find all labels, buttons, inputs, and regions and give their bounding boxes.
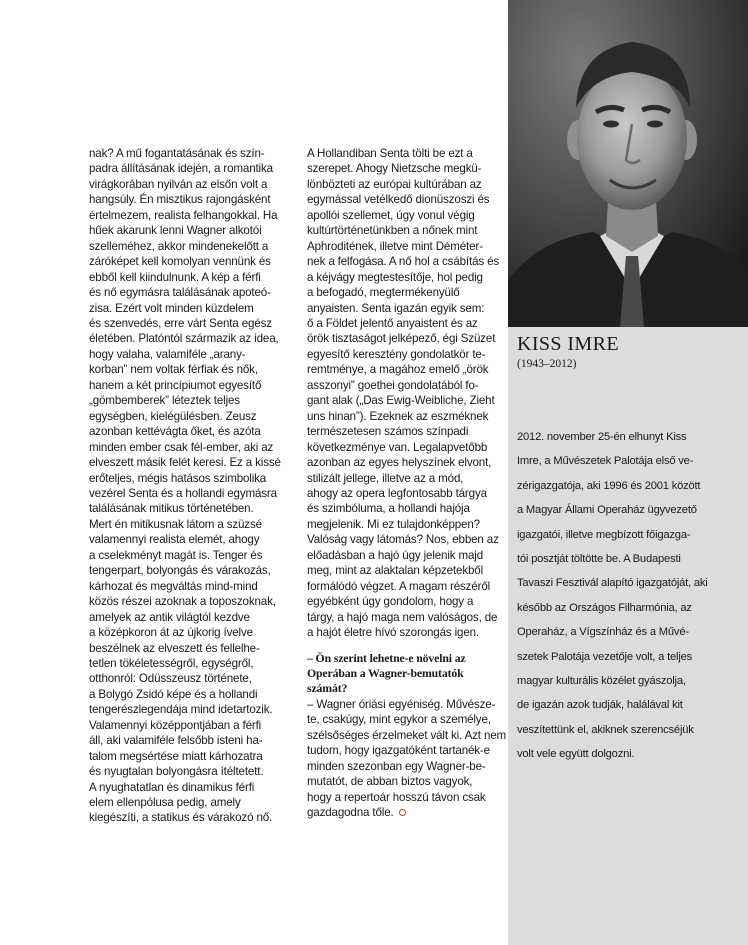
- obituary-line: 2012. november 25-én elhunyt Kiss: [517, 431, 687, 443]
- text-line: otthonról: Odüsszeusz története,: [89, 672, 252, 686]
- interview-question: [307, 651, 503, 697]
- text-line: a cselekményt magát is. Tenger és: [89, 548, 263, 562]
- obituary-line: Imre, a Művészetek Palotája első ve-: [517, 455, 694, 468]
- text-line: te, csakúgy, mint egykor a személye,: [307, 713, 491, 727]
- text-line: minden ember csak fél-ember, aki az: [89, 440, 274, 454]
- text-line: értelmezem, realista felhangokkal. Ha: [89, 208, 278, 222]
- text-line: és szimbóluma, a hollandi hajója: [307, 502, 470, 516]
- text-line: következménye van. Legalapvetőbb: [307, 440, 488, 454]
- text-line: nak? A mű fogantatásának és szín-: [89, 147, 265, 160]
- text-line: nek a felfogása. A nő hol a csábítás és: [307, 255, 500, 269]
- text-line: örök tisztaságot jelképező, égi Szüzet: [307, 332, 496, 346]
- text-line: vezérel Senta és a hollandi egymásra: [89, 486, 277, 500]
- text-line: elveszett másik felét keresi. Ez a kissé: [89, 456, 281, 470]
- text-line: gazdagodna tőle.: [307, 805, 503, 820]
- text-line: előadásban a hajó úgy jelenik majd: [307, 548, 484, 562]
- text-line: a befogadó, megtermékenyülő: [307, 286, 460, 300]
- portrait-photo: [508, 0, 748, 327]
- end-of-article-icon: [399, 809, 406, 816]
- question-line: – Ön szerint lehetne-e növelni az: [307, 650, 466, 665]
- text-line: erőteljes, mégis hatásos szimbolika: [89, 471, 267, 485]
- portrait-image: [508, 0, 748, 327]
- obituary-text: [517, 425, 743, 767]
- text-line: remtménye, a magához emelő „örök: [307, 363, 489, 377]
- text-line: beszélnek az elveszett és fellelhe-: [89, 641, 260, 655]
- text-line: egyébként úgy gondolom, hogy a: [307, 595, 474, 609]
- text-line: stilizált jellege, illetve az a mód,: [307, 471, 464, 485]
- text-line: kiegészíti, a statikus és várakozó nő.: [89, 811, 273, 825]
- text-line: hogy a repertoár hosszú távon csak: [307, 790, 486, 804]
- obituary-line: szetek Palotája vezetője volt, a teljes: [517, 650, 693, 663]
- text-line: lönbözteti az európai kultúrában az: [307, 177, 482, 191]
- text-line: megjelenik. Mi ez tulajdonképpen?: [307, 517, 480, 531]
- text-line: azonban kettévágta őket, és azóta: [89, 425, 261, 439]
- text-line: anyaisten. Senta igazán egyik sem:: [307, 301, 485, 315]
- text-line: tudom, hogy igazgatóként tartanék-e: [307, 744, 490, 758]
- question-line: számát?: [307, 681, 348, 696]
- text-line: meg, mint az alaktalan képzetekből: [307, 564, 483, 578]
- text-line: természetesen számos színpadi: [307, 425, 469, 439]
- text-line: szerepet. Ahogy Nietzsche megkü-: [307, 162, 482, 176]
- text-line: és szenvedés, erre várt Senta egész: [89, 316, 272, 330]
- text-line: zisa. Ezért volt minden küzdelem: [89, 301, 254, 315]
- text-line: kultúrtörténetünkben a nőnek mint: [307, 224, 478, 238]
- text-line: tengerészlegendája mind idetartozik.: [89, 703, 273, 717]
- text-line: amelyek az antik világtól kezdve: [89, 610, 250, 624]
- text-line: ebből kell kiindulnunk. A kép a férfi: [89, 270, 261, 284]
- life-dates: (1943–2012): [517, 358, 577, 370]
- text-line: A nyughatatlan és dinamikus férfi: [89, 780, 255, 794]
- text-line: valamennyi realista elemét, ahogy: [89, 533, 260, 547]
- text-line: Aphroditének, illetve mint Déméter-: [307, 239, 483, 253]
- text-line: elem ellenpólusa pedig, amely: [89, 796, 241, 810]
- text-line: korban” nem voltak férfiak és nők,: [89, 363, 258, 377]
- text-line: talom megsértése miatt kárhozatra: [89, 749, 263, 763]
- text-line: áll, aki valamiféle felsőbb isteni ha-: [89, 734, 263, 748]
- text-line: formálódó végzet. A magam részéről: [307, 579, 491, 593]
- text-line: a Bolygó Zsidó képe és a hollandi: [89, 687, 258, 701]
- text-line: egységben, kielégülésben. Zeusz: [89, 409, 257, 423]
- text-line: minden szezonban egy Wagner-be-: [307, 759, 486, 773]
- person-name: KISS IMRE: [517, 333, 619, 355]
- text-line: tárgy, a hajó maga nem valóságos, de: [307, 610, 498, 624]
- obituary-line: Tavaszi Fesztivál alapító igazgatóját, aki: [517, 577, 708, 590]
- text-line: Valamennyi középpontjában a férfi: [89, 718, 262, 732]
- text-line: közös részei azoknak a toposzoknak,: [89, 595, 276, 609]
- text-line: hogy valaha, valamiféle „arany-: [89, 347, 246, 361]
- text-line: záróképet kell komolyan vennünk és: [89, 255, 271, 269]
- text-line: a kéjvágy megtestesítője, hol pedig: [307, 270, 483, 284]
- text-line: – Wagner óriási egyéniség. Művésze-: [307, 697, 496, 711]
- obituary-line: volt vele együtt dolgozni.: [517, 748, 635, 761]
- text-line: padra állításának idején, a romantika: [89, 162, 273, 176]
- text-line: virágkorában nyilván az elsőn volt a: [89, 177, 268, 191]
- text-line: gant alak („Das Ewig-Weibliche, Zieht: [307, 394, 495, 408]
- text-line: hangsúly. Én misztikus rajongásként: [89, 193, 271, 207]
- obituary-line: tói posztját töltötte be. A Budapesti: [517, 553, 681, 566]
- text-line: apollói szellemet, úgy vonul végig: [307, 208, 475, 222]
- interview-answer: [307, 697, 507, 821]
- text-line: asszonyi” goethei gondolatából fo-: [307, 378, 479, 392]
- text-line: hűek akarunk lenni Wagner alkotói: [89, 224, 262, 238]
- text-line: és nő egymásra találásának apoteó-: [89, 286, 271, 300]
- obituary-line: magyar kulturális közélet gyászolja,: [517, 675, 686, 688]
- obituary-line: de igazán azok tudják, halálával kit: [517, 699, 683, 712]
- obituary-line: zérigazgatója, aki 1996 és 2001 között: [517, 479, 701, 492]
- text-line: ahogy az opera legfontosabb tárgya: [307, 486, 487, 500]
- column-2-body: [307, 146, 503, 641]
- text-line: kárhozat és megváltás mind-mind: [89, 579, 258, 593]
- text-line: tetlen tökéletességről, egységről,: [89, 656, 254, 670]
- text-line: szélsőséges érzelmeket vált ki. Azt nem: [307, 728, 507, 742]
- text-line: szelleméhez, akkor mindenekelőtt a: [89, 239, 269, 253]
- text-line: Mert én mitikusnak látom a szüzsé: [89, 517, 262, 531]
- obituary-line: a Magyar Állami Operaház ügyvezető: [517, 504, 697, 517]
- text-line: és nyugtalan bolyongásra ítéltetett.: [89, 765, 264, 779]
- text-line: „gömbemberek” léteztek teljes: [89, 394, 240, 408]
- obituary-line: veszítettünk el, akiknek szerencséjük: [517, 723, 694, 736]
- text-line: ő a Földet jelentő anyaistent és az: [307, 316, 478, 330]
- text-line: Valóság vagy látomás? Nos, ebben az: [307, 533, 499, 547]
- question-line: Operában a Wagner-bemutatók: [307, 665, 464, 680]
- article-column-1: [89, 146, 290, 826]
- text-line: tengerpart, bolyongás és várakozás,: [89, 564, 271, 578]
- text-line: életében. Platóntól származik az idea,: [89, 332, 279, 346]
- obituary-line: igazgatói, illetve megbízott főigazga-: [517, 528, 691, 541]
- text-line: találásának mitikus történetében.: [89, 502, 254, 516]
- text-line: a középkoron át az újkorig ívelve: [89, 626, 253, 640]
- text-line: A Hollandiban Senta tölti be ezt a: [307, 147, 473, 160]
- obituary-line: Operaház, a Vígszínház és a Művé-: [517, 626, 689, 639]
- text-line: azonban az egyes helyszínek elvont,: [307, 456, 492, 470]
- article-column-2: [307, 146, 507, 820]
- obituary-line: később az Országos Filharmónia, az: [517, 601, 692, 614]
- text-line: hanem a két princípiumot egyesítő: [89, 378, 262, 392]
- text-line: egyesítő keresztény gondolatkör te-: [307, 347, 486, 361]
- text-line: mutatót, de abban biztos vagyok,: [307, 775, 473, 789]
- text-line: a hajót életre hívó szorongás igen.: [307, 626, 479, 640]
- obituary-sidebar: [508, 0, 748, 945]
- text-line: uns hinan”). Ezeknek az eszméknek: [307, 409, 489, 423]
- text-line: egymással vetélkedő dionüszoszi és: [307, 193, 490, 207]
